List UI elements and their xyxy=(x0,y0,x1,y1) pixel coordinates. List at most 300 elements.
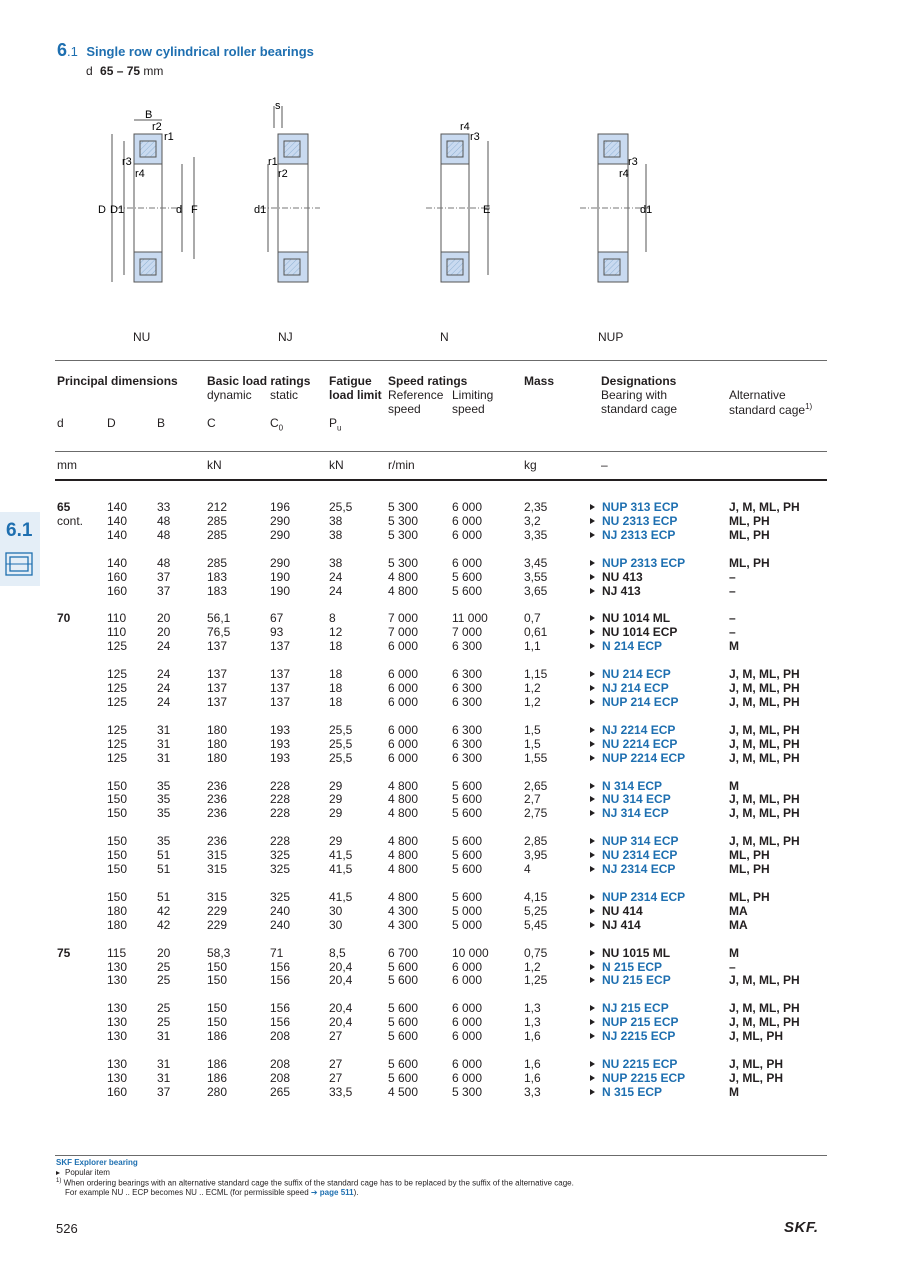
fatigue-limit: 25,5 xyxy=(329,500,353,514)
section-heading xyxy=(57,40,314,61)
bearing-designation[interactable]: NJ 314 ECP xyxy=(602,806,669,821)
bearing-designation[interactable]: NJ 214 ECP xyxy=(602,681,669,695)
reference-speed: 4 800 xyxy=(388,889,419,904)
alternative-cage: M xyxy=(729,778,739,793)
nu-label-B: B xyxy=(145,109,153,121)
table-row xyxy=(0,792,900,806)
popular-item-icon xyxy=(590,1005,595,1011)
outer-diameter: 130 xyxy=(107,1001,128,1016)
reference-speed: 5 600 xyxy=(388,1015,419,1030)
dynamic-load: 229 xyxy=(207,903,228,918)
static-load: 228 xyxy=(270,806,291,821)
bearing-designation[interactable]: NUP 214 ECP xyxy=(602,694,679,709)
bearing-designation[interactable]: NU 2314 ECP xyxy=(602,848,678,863)
mass: 1,25 xyxy=(524,973,548,988)
popular-item-icon xyxy=(590,977,595,983)
drawing-caption-nup: NUP xyxy=(598,330,624,344)
popular-item-icon xyxy=(590,615,595,621)
reference-speed: 7 000 xyxy=(388,611,419,626)
limiting-speed: 11 000 xyxy=(452,611,488,626)
static-load: 240 xyxy=(270,903,291,918)
outer-diameter: 140 xyxy=(107,500,128,514)
mass: 3,3 xyxy=(524,1084,541,1099)
alternative-cage: J, M, ML, PH xyxy=(729,667,800,682)
bearing-designation[interactable]: NUP 2215 ECP xyxy=(602,1070,686,1085)
outer-diameter: 180 xyxy=(107,917,128,932)
limiting-speed: 6 000 xyxy=(452,1029,483,1044)
bearing-designation[interactable]: NUP 215 ECP xyxy=(602,1015,679,1030)
width: 35 xyxy=(157,806,171,821)
static-load: 196 xyxy=(270,500,291,514)
dynamic-load: 236 xyxy=(207,806,228,821)
bearing-designation[interactable]: N 215 ECP xyxy=(602,959,663,974)
col-designations: Designations xyxy=(601,374,677,388)
mass: 3,2 xyxy=(524,513,541,528)
bearing-designation[interactable]: NUP 313 ECP xyxy=(602,500,679,514)
static-load: 156 xyxy=(270,973,291,988)
dynamic-load: 315 xyxy=(207,862,228,876)
reference-speed: 6 000 xyxy=(388,639,419,654)
popular-item-icon xyxy=(590,1019,595,1025)
reference-speed: 4 500 xyxy=(388,1084,419,1099)
popular-item-icon xyxy=(590,560,595,566)
outer-diameter: 140 xyxy=(107,513,128,528)
nu-drawing xyxy=(98,109,198,282)
reference-speed: 5 300 xyxy=(388,513,419,528)
limiting-speed: 5 600 xyxy=(452,569,483,584)
table-row xyxy=(0,681,900,695)
sym-B: B xyxy=(157,416,166,430)
reference-speed: 6 000 xyxy=(388,722,419,737)
limiting-speed: 5 600 xyxy=(452,862,483,876)
outer-diameter: 130 xyxy=(107,959,128,974)
bearing-designation[interactable]: NJ 215 ECP xyxy=(602,1001,669,1016)
table-row xyxy=(0,723,900,737)
mass: 1,15 xyxy=(524,667,548,682)
outer-diameter: 125 xyxy=(107,750,128,765)
table-row xyxy=(0,528,900,542)
alternative-cage: – xyxy=(729,569,736,584)
outer-diameter: 150 xyxy=(107,806,128,821)
mass: 1,3 xyxy=(524,1001,541,1016)
outer-diameter: 130 xyxy=(107,973,128,988)
width: 25 xyxy=(157,1015,171,1030)
reference-speed: 7 000 xyxy=(388,625,419,640)
popular-item-icon xyxy=(590,504,595,510)
bearing-designation[interactable]: NU 1014 ML xyxy=(602,611,671,626)
table-row xyxy=(0,500,900,514)
reference-speed: 4 800 xyxy=(388,792,419,807)
sym-C: C xyxy=(207,416,216,430)
table-top-rule xyxy=(55,360,827,361)
bearing-designation[interactable]: NU 214 ECP xyxy=(602,667,671,682)
limiting-speed: 6 000 xyxy=(452,527,483,542)
alternative-cage: J, M, ML, PH xyxy=(729,736,800,751)
subtitle-unit: mm xyxy=(143,64,164,78)
bearing-designation[interactable]: NJ 414 xyxy=(602,917,641,932)
unit-kg: kg xyxy=(524,458,537,472)
alternative-cage: ML, PH xyxy=(729,513,770,528)
sym-Pu-main: P xyxy=(329,416,338,430)
outer-diameter: 140 xyxy=(107,555,128,570)
limiting-speed: 6 300 xyxy=(452,736,483,751)
popular-item-icon xyxy=(590,1033,595,1039)
static-load: 137 xyxy=(270,667,291,682)
nj-label-d1: d1 xyxy=(254,204,267,216)
nu-label-r4: r4 xyxy=(135,168,145,180)
table-row xyxy=(0,570,900,584)
static-load: 325 xyxy=(270,862,291,876)
col-fatigue-2: load limit xyxy=(329,388,382,402)
width: 31 xyxy=(157,750,171,765)
mass: 1,6 xyxy=(524,1029,541,1044)
col-fatigue-1: Fatigue xyxy=(329,374,372,388)
limiting-speed: 5 300 xyxy=(452,1084,483,1099)
popular-item-icon xyxy=(590,671,595,677)
width: 25 xyxy=(157,1001,171,1016)
popular-item-icon xyxy=(590,1061,595,1067)
alternative-cage: ML, PH xyxy=(729,527,770,542)
alternative-cage: – xyxy=(729,625,736,640)
skf-logo: SKF. xyxy=(784,1219,819,1236)
popular-item-icon xyxy=(590,866,595,872)
bearing-designation[interactable]: NJ 2313 ECP xyxy=(602,527,676,542)
bearing-designation[interactable]: NU 413 xyxy=(602,569,643,584)
dynamic-load: 56,1 xyxy=(207,611,231,626)
dynamic-load: 186 xyxy=(207,1029,228,1044)
fatigue-limit: 30 xyxy=(329,903,343,918)
popular-item-icon xyxy=(590,894,595,900)
table-row xyxy=(0,1085,900,1099)
col-alt-2 xyxy=(729,402,812,417)
popular-item-icon xyxy=(590,796,595,802)
mass: 1,6 xyxy=(524,1057,541,1071)
popular-item-icon xyxy=(590,922,595,928)
table-row xyxy=(0,862,900,876)
mass: 1,2 xyxy=(524,694,541,709)
popular-item-icon xyxy=(590,574,595,580)
dynamic-load: 150 xyxy=(207,1015,228,1030)
dynamic-load: 315 xyxy=(207,848,228,863)
fatigue-limit: 8,5 xyxy=(329,945,346,960)
limiting-speed: 6 300 xyxy=(452,681,483,695)
mass: 4 xyxy=(524,862,531,876)
alternative-cage: M xyxy=(729,945,739,960)
nup-drawing xyxy=(580,134,652,282)
bearing-designation[interactable]: NU 1015 ML xyxy=(602,945,671,960)
fatigue-limit: 27 xyxy=(329,1070,343,1085)
bearing-designation[interactable]: NU 2313 ECP xyxy=(602,513,678,528)
width: 48 xyxy=(157,513,171,528)
fatigue-limit: 18 xyxy=(329,681,343,695)
width: 24 xyxy=(157,667,171,682)
fatigue-limit: 41,5 xyxy=(329,848,353,863)
mass: 1,3 xyxy=(524,1015,541,1030)
mass: 4,15 xyxy=(524,889,548,904)
bearing-designation[interactable]: N 214 ECP xyxy=(602,639,663,654)
dynamic-load: 183 xyxy=(207,569,228,584)
fatigue-limit: 8 xyxy=(329,611,336,626)
popular-item-icon xyxy=(590,685,595,691)
width: 37 xyxy=(157,1084,171,1099)
table-row xyxy=(0,834,900,848)
bearing-designation[interactable]: NU 314 ECP xyxy=(602,792,671,807)
col-basic-load: Basic load ratings xyxy=(207,374,311,388)
fatigue-limit: 41,5 xyxy=(329,889,353,904)
fatigue-limit: 29 xyxy=(329,834,343,849)
alternative-cage: J, M, ML, PH xyxy=(729,973,800,988)
mass: 1,55 xyxy=(524,750,548,765)
alternative-cage: J, M, ML, PH xyxy=(729,694,800,709)
bearing-designation[interactable]: NJ 2314 ECP xyxy=(602,862,676,876)
table-row xyxy=(0,1001,900,1015)
reference-speed: 6 000 xyxy=(388,694,419,709)
outer-diameter: 160 xyxy=(107,1084,128,1099)
alternative-cage: J, M, ML, PH xyxy=(729,806,800,821)
alternative-cage: ML, PH xyxy=(729,555,770,570)
limiting-speed: 5 600 xyxy=(452,889,483,904)
dynamic-load: 180 xyxy=(207,722,228,737)
static-load: 71 xyxy=(270,945,284,960)
outer-diameter: 160 xyxy=(107,583,128,598)
popular-marker-icon xyxy=(56,1171,60,1175)
width: 25 xyxy=(157,959,171,974)
reference-speed: 4 800 xyxy=(388,834,419,849)
col-alt-sup: 1) xyxy=(805,402,813,411)
table-row xyxy=(0,848,900,862)
table-row xyxy=(0,918,900,932)
table-row xyxy=(0,1071,900,1085)
mass: 1,5 xyxy=(524,736,541,751)
static-load: 137 xyxy=(270,681,291,695)
continued-label: cont. xyxy=(57,513,84,528)
width: 20 xyxy=(157,945,171,960)
mass: 1,2 xyxy=(524,681,541,695)
sym-C0 xyxy=(270,416,283,432)
outer-diameter: 160 xyxy=(107,569,128,584)
alternative-cage: J, M, ML, PH xyxy=(729,1001,800,1016)
popular-item-icon xyxy=(590,755,595,761)
nj-drawing xyxy=(254,100,320,282)
footer-note-2b: ). xyxy=(353,1188,359,1197)
mass: 1,5 xyxy=(524,722,541,737)
fatigue-limit: 20,4 xyxy=(329,959,353,974)
dynamic-load: 186 xyxy=(207,1057,228,1071)
footer-note-sup: 1) xyxy=(56,1178,62,1184)
bearing-designation[interactable]: NU 1014 ECP xyxy=(602,625,678,640)
outer-diameter: 150 xyxy=(107,889,128,904)
bearing-designation[interactable]: NUP 2214 ECP xyxy=(602,750,686,765)
subtitle-range: 65 – 75 xyxy=(100,64,141,78)
table-row xyxy=(0,779,900,793)
reference-speed: 6 000 xyxy=(388,750,419,765)
limiting-speed: 6 000 xyxy=(452,959,483,974)
page-511-link[interactable]: page 511 xyxy=(319,1188,354,1197)
dynamic-load: 180 xyxy=(207,750,228,765)
width: 42 xyxy=(157,917,171,932)
footer-note-1 xyxy=(56,1178,574,1188)
static-load: 193 xyxy=(270,736,291,751)
alternative-cage: ML, PH xyxy=(729,862,770,876)
reference-speed: 4 800 xyxy=(388,583,419,598)
fatigue-limit: 20,4 xyxy=(329,1015,353,1030)
footer-rule xyxy=(55,1155,827,1156)
bore-diameter: 65 xyxy=(57,500,71,514)
bearing-designation[interactable]: N 314 ECP xyxy=(602,778,663,793)
footer-note-2 xyxy=(65,1188,359,1197)
bearing-designation[interactable]: NUP 2314 ECP xyxy=(602,889,686,904)
bearing-designation[interactable]: N 315 ECP xyxy=(602,1084,663,1099)
bearing-designation[interactable]: NUP 314 ECP xyxy=(602,834,679,849)
width: 48 xyxy=(157,527,171,542)
fatigue-limit: 18 xyxy=(329,694,343,709)
sym-D: D xyxy=(107,416,116,430)
bearing-designation[interactable]: NJ 413 xyxy=(602,583,641,598)
limiting-speed: 7 000 xyxy=(452,625,483,640)
alternative-cage: J, M, ML, PH xyxy=(729,1015,800,1030)
static-load: 228 xyxy=(270,778,291,793)
units-bottom-rule xyxy=(55,479,827,481)
reference-speed: 4 800 xyxy=(388,862,419,876)
nup-label-d1: d1 xyxy=(640,204,653,216)
bore-diameter: 70 xyxy=(57,611,71,626)
outer-diameter: 110 xyxy=(107,625,127,640)
reference-speed: 5 600 xyxy=(388,973,419,988)
bearing-designation[interactable]: NUP 2313 ECP xyxy=(602,555,686,570)
reference-speed: 5 300 xyxy=(388,527,419,542)
popular-item-icon xyxy=(590,518,595,524)
alternative-cage: J, ML, PH xyxy=(729,1029,784,1044)
limiting-speed: 5 600 xyxy=(452,834,483,849)
popular-item-icon xyxy=(590,838,595,844)
popular-item-icon xyxy=(590,588,595,594)
dynamic-load: 137 xyxy=(207,639,228,654)
mass: 2,7 xyxy=(524,792,541,807)
outer-diameter: 130 xyxy=(107,1015,128,1030)
col-limiting-1: Limiting xyxy=(452,388,494,402)
fatigue-limit: 24 xyxy=(329,583,343,598)
section-number: 6 xyxy=(57,40,68,60)
mass: 2,35 xyxy=(524,500,548,514)
popular-item-icon xyxy=(590,852,595,858)
nu-label-D: D xyxy=(98,204,106,216)
n-drawing xyxy=(426,121,490,282)
alternative-cage: J, M, ML, PH xyxy=(729,500,800,514)
outer-diameter: 110 xyxy=(107,611,127,626)
nu-label-d: d xyxy=(176,204,183,216)
static-load: 228 xyxy=(270,792,291,807)
reference-speed: 5 300 xyxy=(388,500,419,514)
reference-speed: 6 700 xyxy=(388,945,419,960)
width: 48 xyxy=(157,555,171,570)
fatigue-limit: 27 xyxy=(329,1057,343,1071)
alternative-cage: J, M, ML, PH xyxy=(729,750,800,765)
width: 31 xyxy=(157,736,171,751)
unit-rpm: r/min xyxy=(388,458,415,472)
static-load: 193 xyxy=(270,750,291,765)
mass: 3,95 xyxy=(524,848,548,863)
bearing-designation[interactable]: NJ 2214 ECP xyxy=(602,722,676,737)
bearing-designation[interactable]: NU 414 xyxy=(602,903,643,918)
width: 31 xyxy=(157,722,171,737)
reference-speed: 6 000 xyxy=(388,667,419,682)
mass: 2,65 xyxy=(524,778,548,793)
unit-kN-pu: kN xyxy=(329,458,344,472)
popular-item-icon xyxy=(590,727,595,733)
outer-diameter: 125 xyxy=(107,722,128,737)
width: 31 xyxy=(157,1057,171,1071)
fatigue-limit: 25,5 xyxy=(329,722,353,737)
limiting-speed: 5 600 xyxy=(452,792,483,807)
outer-diameter: 150 xyxy=(107,778,128,793)
static-load: 240 xyxy=(270,917,291,932)
alternative-cage: M xyxy=(729,1084,739,1099)
section-subnumber: .1 xyxy=(67,44,78,59)
col-dynamic: dynamic xyxy=(207,388,252,402)
static-load: 325 xyxy=(270,889,291,904)
col-bearing-2: standard cage xyxy=(601,402,678,416)
limiting-speed: 5 600 xyxy=(452,806,483,821)
mass: 1,6 xyxy=(524,1070,541,1085)
static-load: 137 xyxy=(270,639,291,654)
limiting-speed: 10 000 xyxy=(452,945,489,960)
dynamic-load: 236 xyxy=(207,834,228,849)
sym-Pu-sub: u xyxy=(337,423,342,433)
static-load: 93 xyxy=(270,625,284,640)
fatigue-limit: 12 xyxy=(329,625,343,640)
mass: 3,35 xyxy=(524,527,548,542)
alternative-cage: J, M, ML, PH xyxy=(729,722,800,737)
popular-item-icon xyxy=(590,964,595,970)
alternative-cage: M xyxy=(729,639,739,654)
limiting-speed: 6 000 xyxy=(452,1070,483,1085)
fatigue-limit: 29 xyxy=(329,806,343,821)
table-row xyxy=(0,751,900,765)
mass: 2,85 xyxy=(524,834,548,849)
static-load: 190 xyxy=(270,583,291,598)
fatigue-limit: 27 xyxy=(329,1029,343,1044)
table-row xyxy=(0,946,900,960)
popular-item-icon xyxy=(590,783,595,789)
outer-diameter: 150 xyxy=(107,792,128,807)
outer-diameter: 130 xyxy=(107,1057,128,1071)
width: 35 xyxy=(157,778,171,793)
bearing-designation[interactable]: NJ 2215 ECP xyxy=(602,1029,676,1044)
section-title: Single row cylindrical roller bearings xyxy=(86,44,314,59)
reference-speed: 5 300 xyxy=(388,555,419,570)
width: 51 xyxy=(157,862,171,876)
nu-label-r2: r2 xyxy=(152,121,162,133)
bearing-designation[interactable]: NU 2215 ECP xyxy=(602,1057,678,1071)
table-row xyxy=(0,584,900,598)
static-load: 156 xyxy=(270,1001,291,1016)
width: 35 xyxy=(157,834,171,849)
bearing-designation[interactable]: NU 2214 ECP xyxy=(602,736,678,751)
table-row xyxy=(0,890,900,904)
limiting-speed: 5 600 xyxy=(452,848,483,863)
units-top-rule xyxy=(55,451,827,452)
dynamic-load: 186 xyxy=(207,1070,228,1085)
bearing-designation[interactable]: NU 215 ECP xyxy=(602,973,671,988)
dynamic-load: 285 xyxy=(207,513,228,528)
nj-label-r2: r2 xyxy=(278,168,288,180)
reference-speed: 6 000 xyxy=(388,736,419,751)
outer-diameter: 140 xyxy=(107,527,128,542)
outer-diameter: 115 xyxy=(107,945,127,960)
table-row xyxy=(0,806,900,820)
nu-label-D1: D1 xyxy=(110,204,125,216)
static-load: 137 xyxy=(270,694,291,709)
